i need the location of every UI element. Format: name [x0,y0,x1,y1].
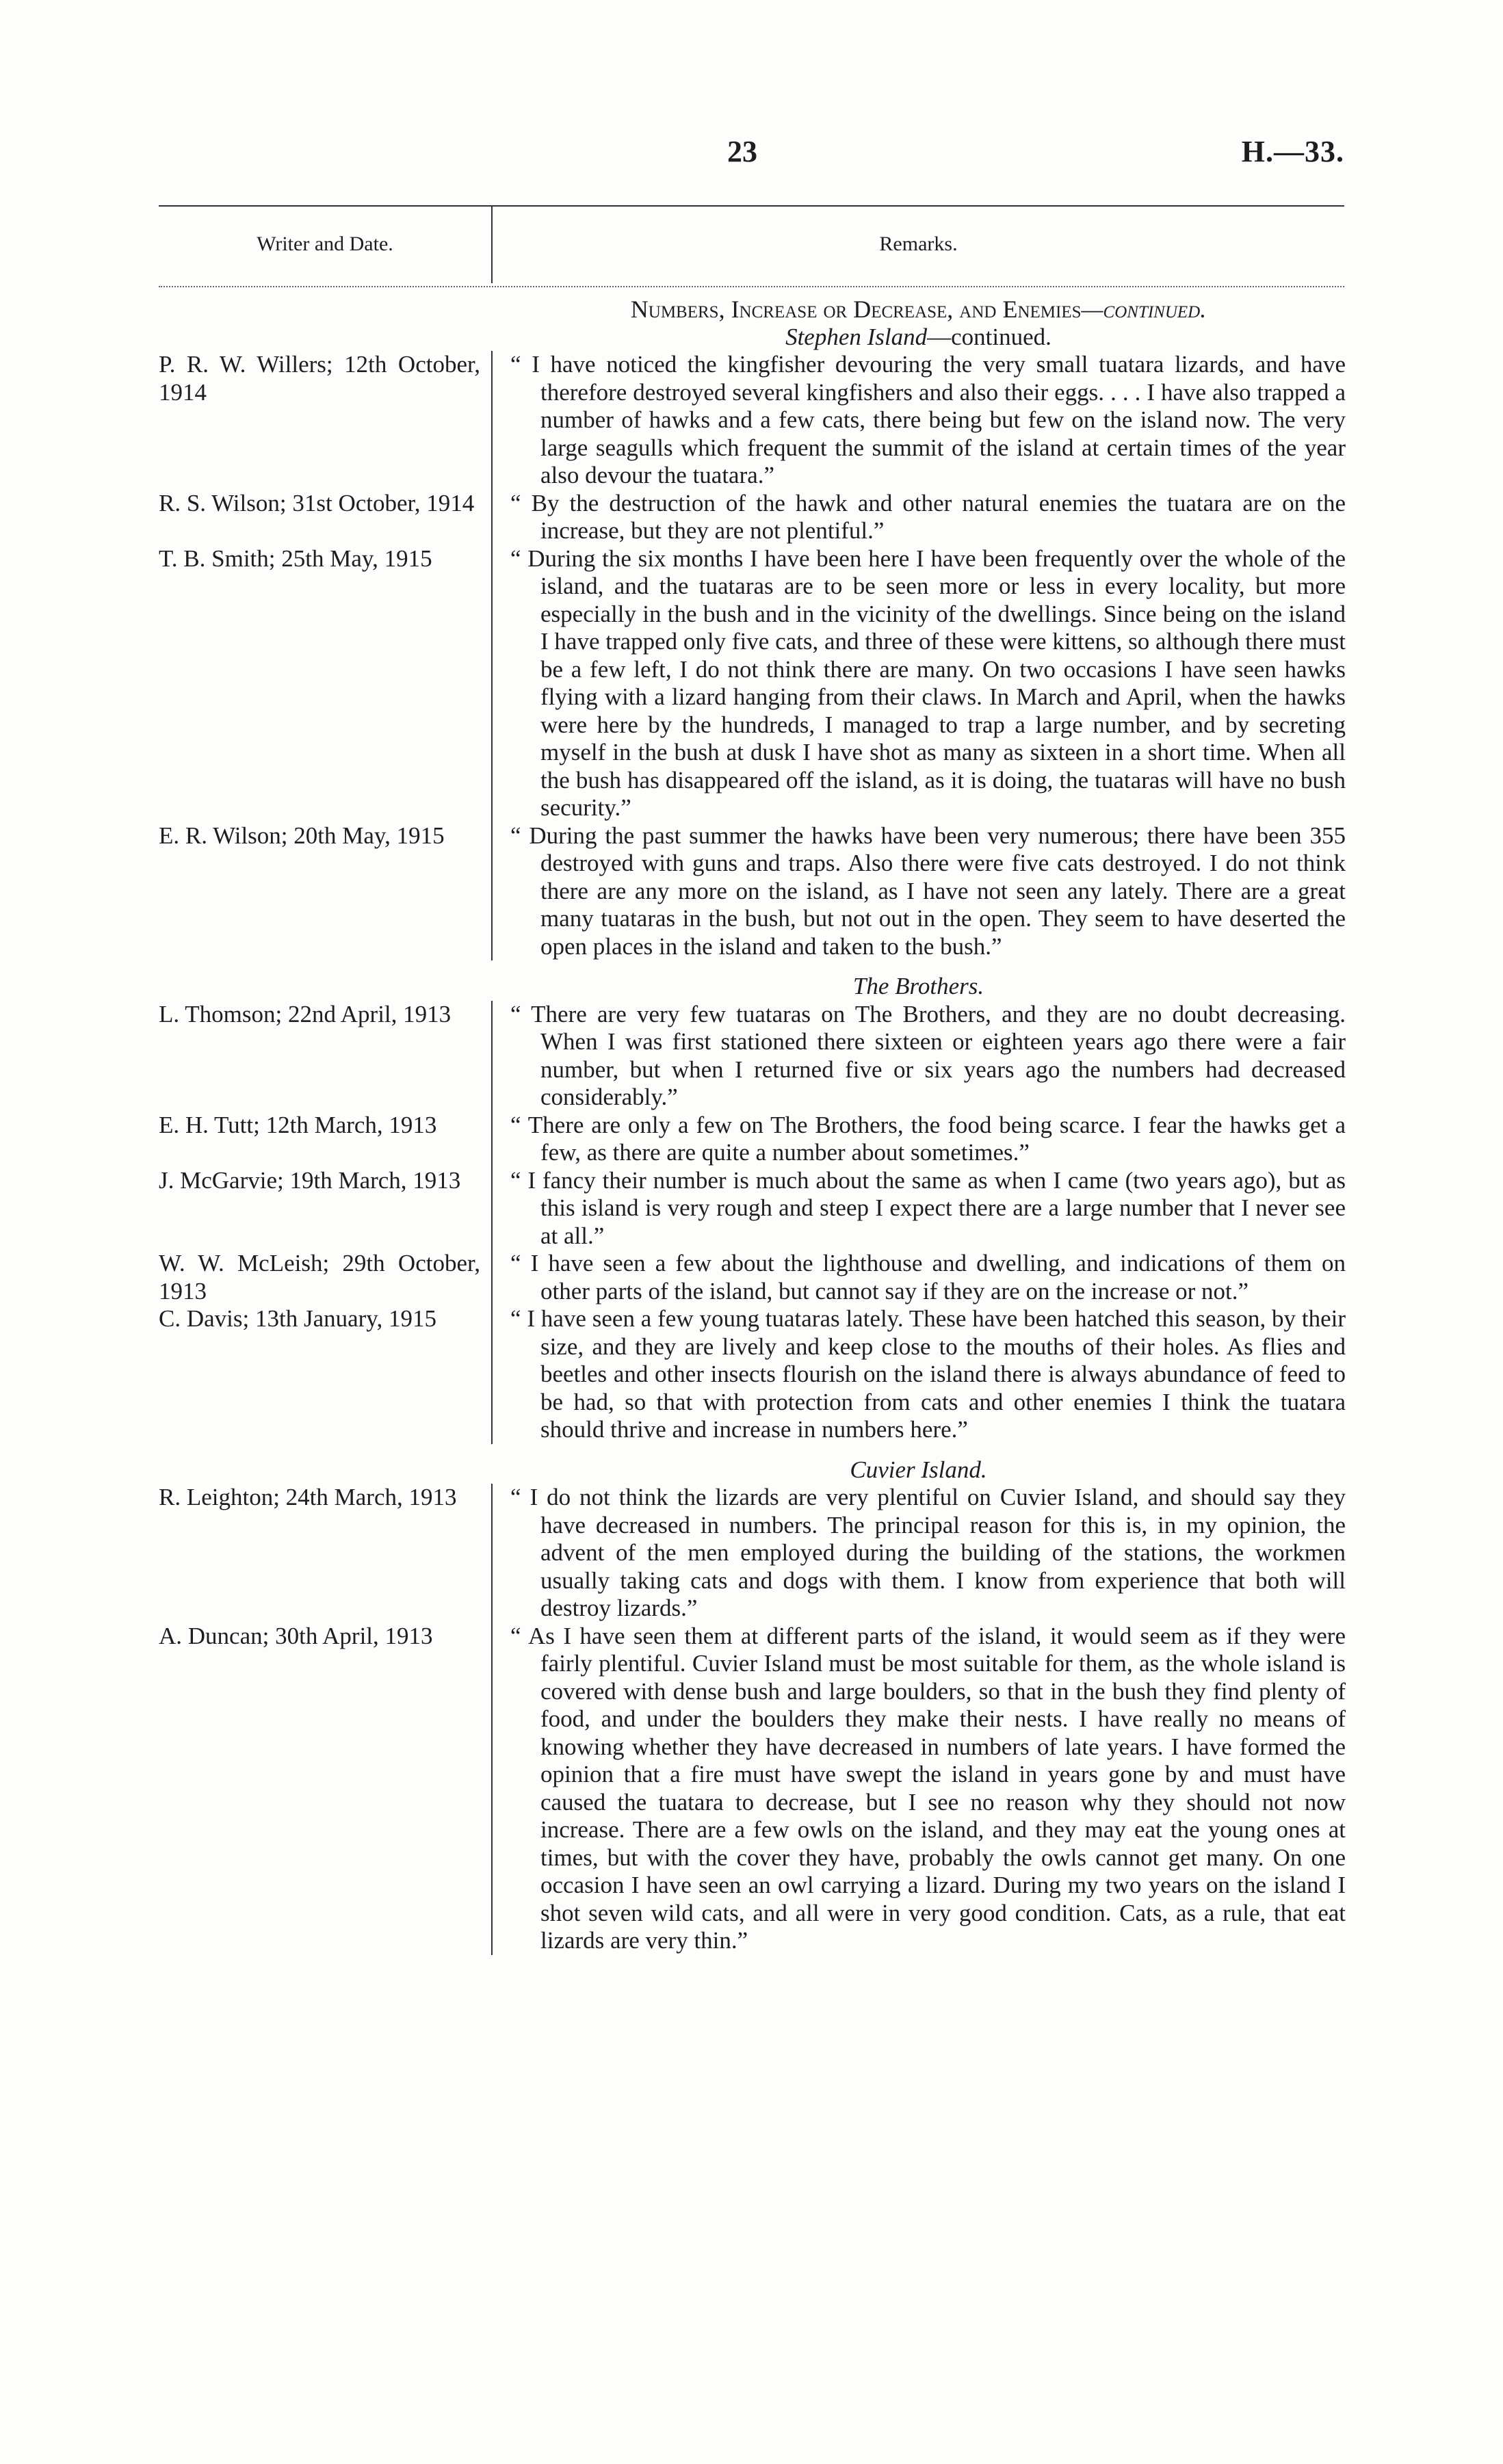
page-number: 23 [727,135,757,168]
place-name: Stephen Island [785,323,928,350]
remark-text: “ I fancy their number is much about the same as when I came (two years ago), but as this island is very rough and steep I expect there are a large number that I never see at all.” [491,1167,1346,1250]
subhead-the-brothers [491,973,1346,1001]
remark-text: “ I have noticed the kingfisher devouring the very small tuatara lizards, and have therefore destroyed several kingfishers and also their eggs. . . . I have also trapped a number of hawks and a few cats, there being but few on the island now. The very large seagulls which frequent the summit of the island at certain times of the year also devour the tuatara.” [491,351,1346,490]
group-stephen-island [159,324,1346,961]
remark-text: “ There are very few tuataras on The Brothers, and they are no doubt decreasing. When I was first stationed there sixteen or eighteen years ago there were a fair number, but when I returned five or six years ago the numbers had decreased considerably.” [491,1001,1346,1112]
writer-date: R. Leighton; 24th March, 1913 [159,1484,457,1510]
document-reference: H.—33. [1241,135,1344,168]
top-rule [159,205,1344,207]
entry-row [159,1250,1346,1305]
writer-date: A. Duncan; 30th April, 1913 [159,1622,433,1649]
remark-text: “ By the destruction of the hawk and other natural enemies the tuatara are on the increase, but they are not plentiful.” [491,490,1346,545]
entry-row [159,1484,1346,1623]
remarks-column-header: Remarks. [879,233,958,255]
entry-row [159,351,1346,490]
remark-text: “ I do not think the lizards are very plentiful on Cuvier Island, and should say they have decreased in numbers. The principal reason for this is, in my opinion, the advent of the men employed during the building of the stations, the workmen usually taking cats and dogs with them. I know from experience that both will destroy lizards.” [491,1484,1346,1623]
entry-row [159,1001,1346,1112]
remark-text: “ During the past summer the hawks have been very numerous; there have been 355 destroyed with guns and traps. Also there were five cats destroyed. I do not think there are any more on the island, as I have not seen any lately. There are a great many tuataras in the bush, but not out in the open. They seem to have deserted the open places in the island and taken to the bush.” [491,822,1346,961]
writer-date: C. Davis; 13th January, 1915 [159,1305,437,1332]
remark-text: “ During the six months I have been here I have been frequently over the whole of the island, and the tuataras are to be seen more or less in every locality, but more especially in the bush and in the vicinity of the dwellings. Since being on the island I have trapped only five cats, and three of these were kittens, so although there must be a few left, I do not think there are many. On two occasions I have seen hawks flying with a lizard hanging from their claws. In March and April, when the hawks were here by the hundreds, I managed to trap a large number, and by secreting myself in the bush at dusk I have shot as many as sixteen in a short time. When all the bush has disappeared off the island, as it is doing, the tuataras will have no bush security.” [491,545,1346,822]
place-name: The Brothers. [852,973,984,999]
writer-date: P. R. W. Willers; 12th October, 1914 [159,351,480,406]
remark-text: “ I have seen a few young tuataras lately. These have been hatched this season, by their size, and they are lively and keep close to the mouths of their holes. As flies and beetles and other insects flourish on the island there is always abundance of feed to be had, so that with protection from cats and other enemies I think the tuatara should thrive and increase in numbers here.” [491,1305,1346,1444]
section-title-text: Numbers, Increase or Decrease, and Enemies [630,296,1082,323]
section-title [491,296,1346,324]
entry-row [159,1305,1346,1444]
writer-column-header: Writer and Date. [257,233,393,255]
group-the-brothers [159,973,1346,1444]
remark-text: “ I have seen a few about the lighthouse and dwelling, and indications of them on other parts of the island, but cannot say if they are on the increase or not.” [491,1250,1346,1305]
section-title-suffix: —continued. [1081,296,1207,323]
subhead-stephen-island [491,324,1346,352]
writer-date: J. McGarvie; 19th March, 1913 [159,1166,461,1194]
remark-text: “ There are only a few on The Brothers, the food being scarce. I fear the hawks get a few, as there are quite a number about sometimes.” [491,1112,1346,1167]
place-suffix: —continued. [927,323,1051,350]
writer-date: T. B. Smith; 25th May, 1915 [159,545,432,572]
writer-date: E. R. Wilson; 20th May, 1915 [159,822,445,849]
header-bottom-rule [159,286,1344,287]
subhead-cuvier-island [491,1456,1346,1484]
writer-date: L. Thomson; 22nd April, 1913 [159,1000,452,1027]
document-body [159,296,1346,1955]
writer-date: R. S. Wilson; 31st October, 1914 [159,489,475,516]
entry-row [159,1112,1346,1167]
entry-row [159,1623,1346,1955]
remark-text: “ As I have seen them at different parts of the island, it would seem as if they were fairly plentiful. Cuvier Island must be most suitable for them, as the whole island is covered with dense bush and large boulders, so that in the bush they find plenty of food, and under the boulders they make their nests. I have really no means of knowing whether they have decreased in numbers of late years. I have formed the opinion that a fire must have swept the island in years gone by and must have caused the tuatara to decrease, but I see no reason why they should not now increase. There are a few owls on the island, and they may eat the young ones at times, but with the cover they have, probably the owls cannot get many. On one occasion I have seen an owl carrying a lizard. During my two years on the island I shot seven wild cats, and all were in very good condition. Cats, as a rule, that eat lizards are very thin.” [491,1623,1346,1955]
entry-row [159,490,1346,545]
group-cuvier-island [159,1456,1346,1955]
writer-date: E. H. Tutt; 12th March, 1913 [159,1111,437,1138]
place-name: Cuvier Island. [850,1456,987,1483]
entry-row [159,822,1346,961]
entry-row [159,1167,1346,1250]
writer-date: W. W. McLeish; 29th October, 1913 [159,1250,480,1305]
entry-row [159,545,1346,822]
